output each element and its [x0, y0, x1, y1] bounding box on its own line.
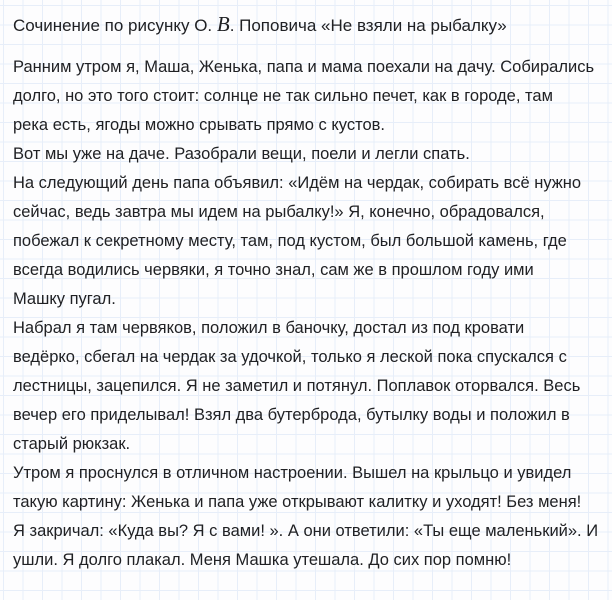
text-line: Вот мы уже на даче. Разобрали вещи, поели и легли спать. — [13, 145, 470, 163]
essay-title-prefix: Сочинение по рисунку О. — [13, 16, 217, 35]
author-initial: В — [216, 12, 230, 36]
text-line: Набрал я там червяков, положил в баночку, достал из под кровати — [13, 319, 525, 337]
text-line: ведёрко, сбегал на чердак за удочкой, только я леской пока спускался с — [13, 348, 567, 366]
paragraph — [13, 169, 604, 314]
paragraph — [13, 53, 604, 140]
paragraph — [13, 314, 604, 459]
text-line: Ранним утром я, Маша, Женька, папа и мама поехали на дачу. Собирались — [13, 58, 595, 76]
text-line: река есть, ягоды можно срывать прямо с кустов. — [13, 116, 385, 134]
paragraph — [13, 140, 604, 169]
text-line: На следующий день папа объявил: «Идём на чердак, собирать всё нужно — [13, 174, 582, 192]
text-line: побежал к секретному месту, там, под кустом, был большой камень, где — [13, 232, 567, 250]
text-line: всегда водились червяки, я точно знал, сам же в прошлом году ими — [13, 261, 534, 279]
text-line: долго, но это того стоит: солнце не так сильно печет, как в городе, там — [13, 87, 553, 105]
essay-title-suffix: . Поповича «Не взяли на рыбалку» — [229, 16, 507, 35]
text-line: лестницы, зацепился. Я не заметил и потянул. Поплавок оторвался. Весь — [13, 377, 581, 395]
text-line: сейчас, ведь завтра мы идем на рыбалку!» Я, конечно, обрадовался, — [13, 203, 545, 221]
text-line: ушли. Я долго плакал. Меня Машка утешала. До сих пор помню! — [13, 551, 512, 569]
essay-title — [13, 10, 604, 40]
text-line: вечер его приделывал! Взял два бутерброда, бутылку воды и положил в — [13, 406, 570, 424]
text-line: Я закричал: «Куда вы? Я с вами! ». А они ответили: «Ты еще маленький». И — [13, 522, 599, 540]
text-line: такую картину: Женька и папа уже открывают калитку и уходят! Без меня! — [13, 493, 582, 511]
text-line: Утром я проснулся в отличном настроении. Вышел на крыльцо и увидел — [13, 464, 572, 482]
text-line: старый рюкзак. — [13, 435, 131, 453]
text-line: Машку пугал. — [13, 290, 116, 308]
paragraph — [13, 459, 604, 575]
